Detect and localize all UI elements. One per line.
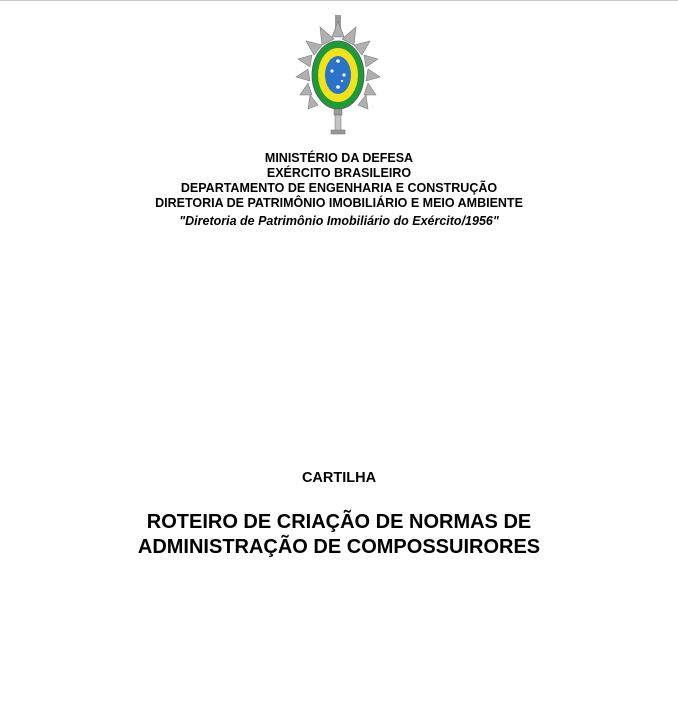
department-line: DEPARTAMENTO DE ENGENHARIA E CONSTRUÇÃO [180, 181, 498, 195]
army-line: EXÉRCITO BRASILEIRO [266, 166, 412, 180]
directorate-motto: "Diretoria de Patrimônio Imobiliário do Exército/1956" [179, 214, 499, 228]
ministry-line: MINISTÉRIO DA DEFESA [264, 151, 414, 165]
document-title-line-2: ADMINISTRAÇÃO DE COMPOSSUIRORES [137, 536, 541, 558]
document-title [0, 510, 678, 560]
document-type: CARTILHA [301, 470, 377, 486]
brazilian-army-emblem-icon [292, 13, 384, 137]
directorate-line: DIRETORIA DE PATRIMÔNIO IMOBILIÁRIO E MEIO AMBIENTE [155, 196, 523, 210]
organization-header [0, 151, 678, 229]
document-title-line-1: ROTEIRO DE CRIAÇÃO DE NORMAS DE [146, 511, 532, 533]
